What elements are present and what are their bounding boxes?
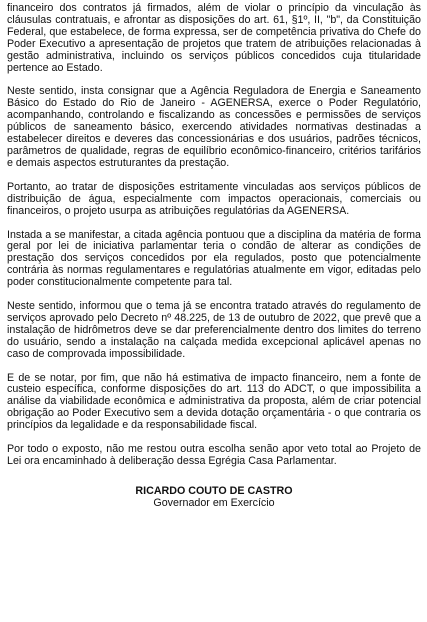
paragraph-6: E de se notar, por fim, que não há estimativa de impacto financeiro, nem a fonte de custeio específica, conforme disposições do art. 113 do ADCT, o que impossibilita a análise da viabilidade econômica e administrativa da proposta, além de criar potencial obrigação ao Poder Executivo sem a devida dotação orçamentária - o que contraria os princípios da legalidade e da responsabilidade fiscal. [7, 371, 421, 432]
signatory-title: Governador em Exercício [153, 496, 275, 509]
signature-block [7, 486, 421, 510]
paragraph-7: Por todo o exposto, não me restou outra escolha senão apor veto total ao Projeto de Lei ora encaminhado à deliberação dessa Egrégia Casa Parlamentar. [7, 443, 421, 467]
signatory-name: RICARDO COUTO DE CASTRO [135, 484, 293, 497]
paragraph-4: Instada a se manifestar, a citada agência pontuou que a disciplina da matéria de forma geral por lei de iniciativa parlamentar teria o condão de alterar as condições de prestação dos serviços concedidos por ela regulados, posto que potencialmente contrária às normas regulamentares e regulatórias atualmente em vigor, editadas pelo poder constitucionalmente competente para tal. [7, 228, 421, 289]
paragraph-5: Neste sentido, informou que o tema já se encontra tratado através do regulamento de serviços aprovado pelo Decreto nº 48.225, de 13 de outubro de 2022, que prevê que a instalação de hidrômetros deve se dar preferencialmente dentro dos limites do terreno do usuário, sendo a instalação na calçada medida excepcional aplicável apenas no caso de comprovada impossibilidade. [7, 300, 421, 360]
paragraph-2: Neste sentido, insta consignar que a Agência Reguladora de Energia e Saneamento Básico do Estado do Rio de Janeiro - AGENERSA, exerce o Poder Regulatório, acompanhando, controlando e fiscalizando as concessões e permissões de serviços públicos de saneamento básico, exercendo atividades normativas destinadas a estabelecer direitos e deveres das concessionárias e dos usuários, padrões técnicos, parâmetros de qualidade, regras de equilíbrio econômico-financeiro, critérios tarifários e demais aspectos estruturantes da prestação. [7, 85, 421, 169]
paragraph-1: financeiro dos contratos já firmados, além de violar o princípio da vinculação às cláusulas contratuais, e afrontar as disposições do art. 61, §1º, II, "b", da Constituição Federal, que estabelece, de forma expressa, ser de competência privativa do Chefe do Poder Executivo a apresentação de projetos que tratem de atribuições relacionadas à gestão administrativa, incluindo os serviços públicos concedidos cuja titularidade pertence ao Estado. [7, 2, 421, 74]
document-body [7, 3, 421, 510]
paragraph-3: Portanto, ao tratar de disposições estritamente vinculadas aos serviços públicos de distribuição de água, especialmente com impactos operacionais, comerciais ou financeiros, o projeto usurpa as atribuições regulatórias da AGENERSA. [7, 180, 421, 217]
